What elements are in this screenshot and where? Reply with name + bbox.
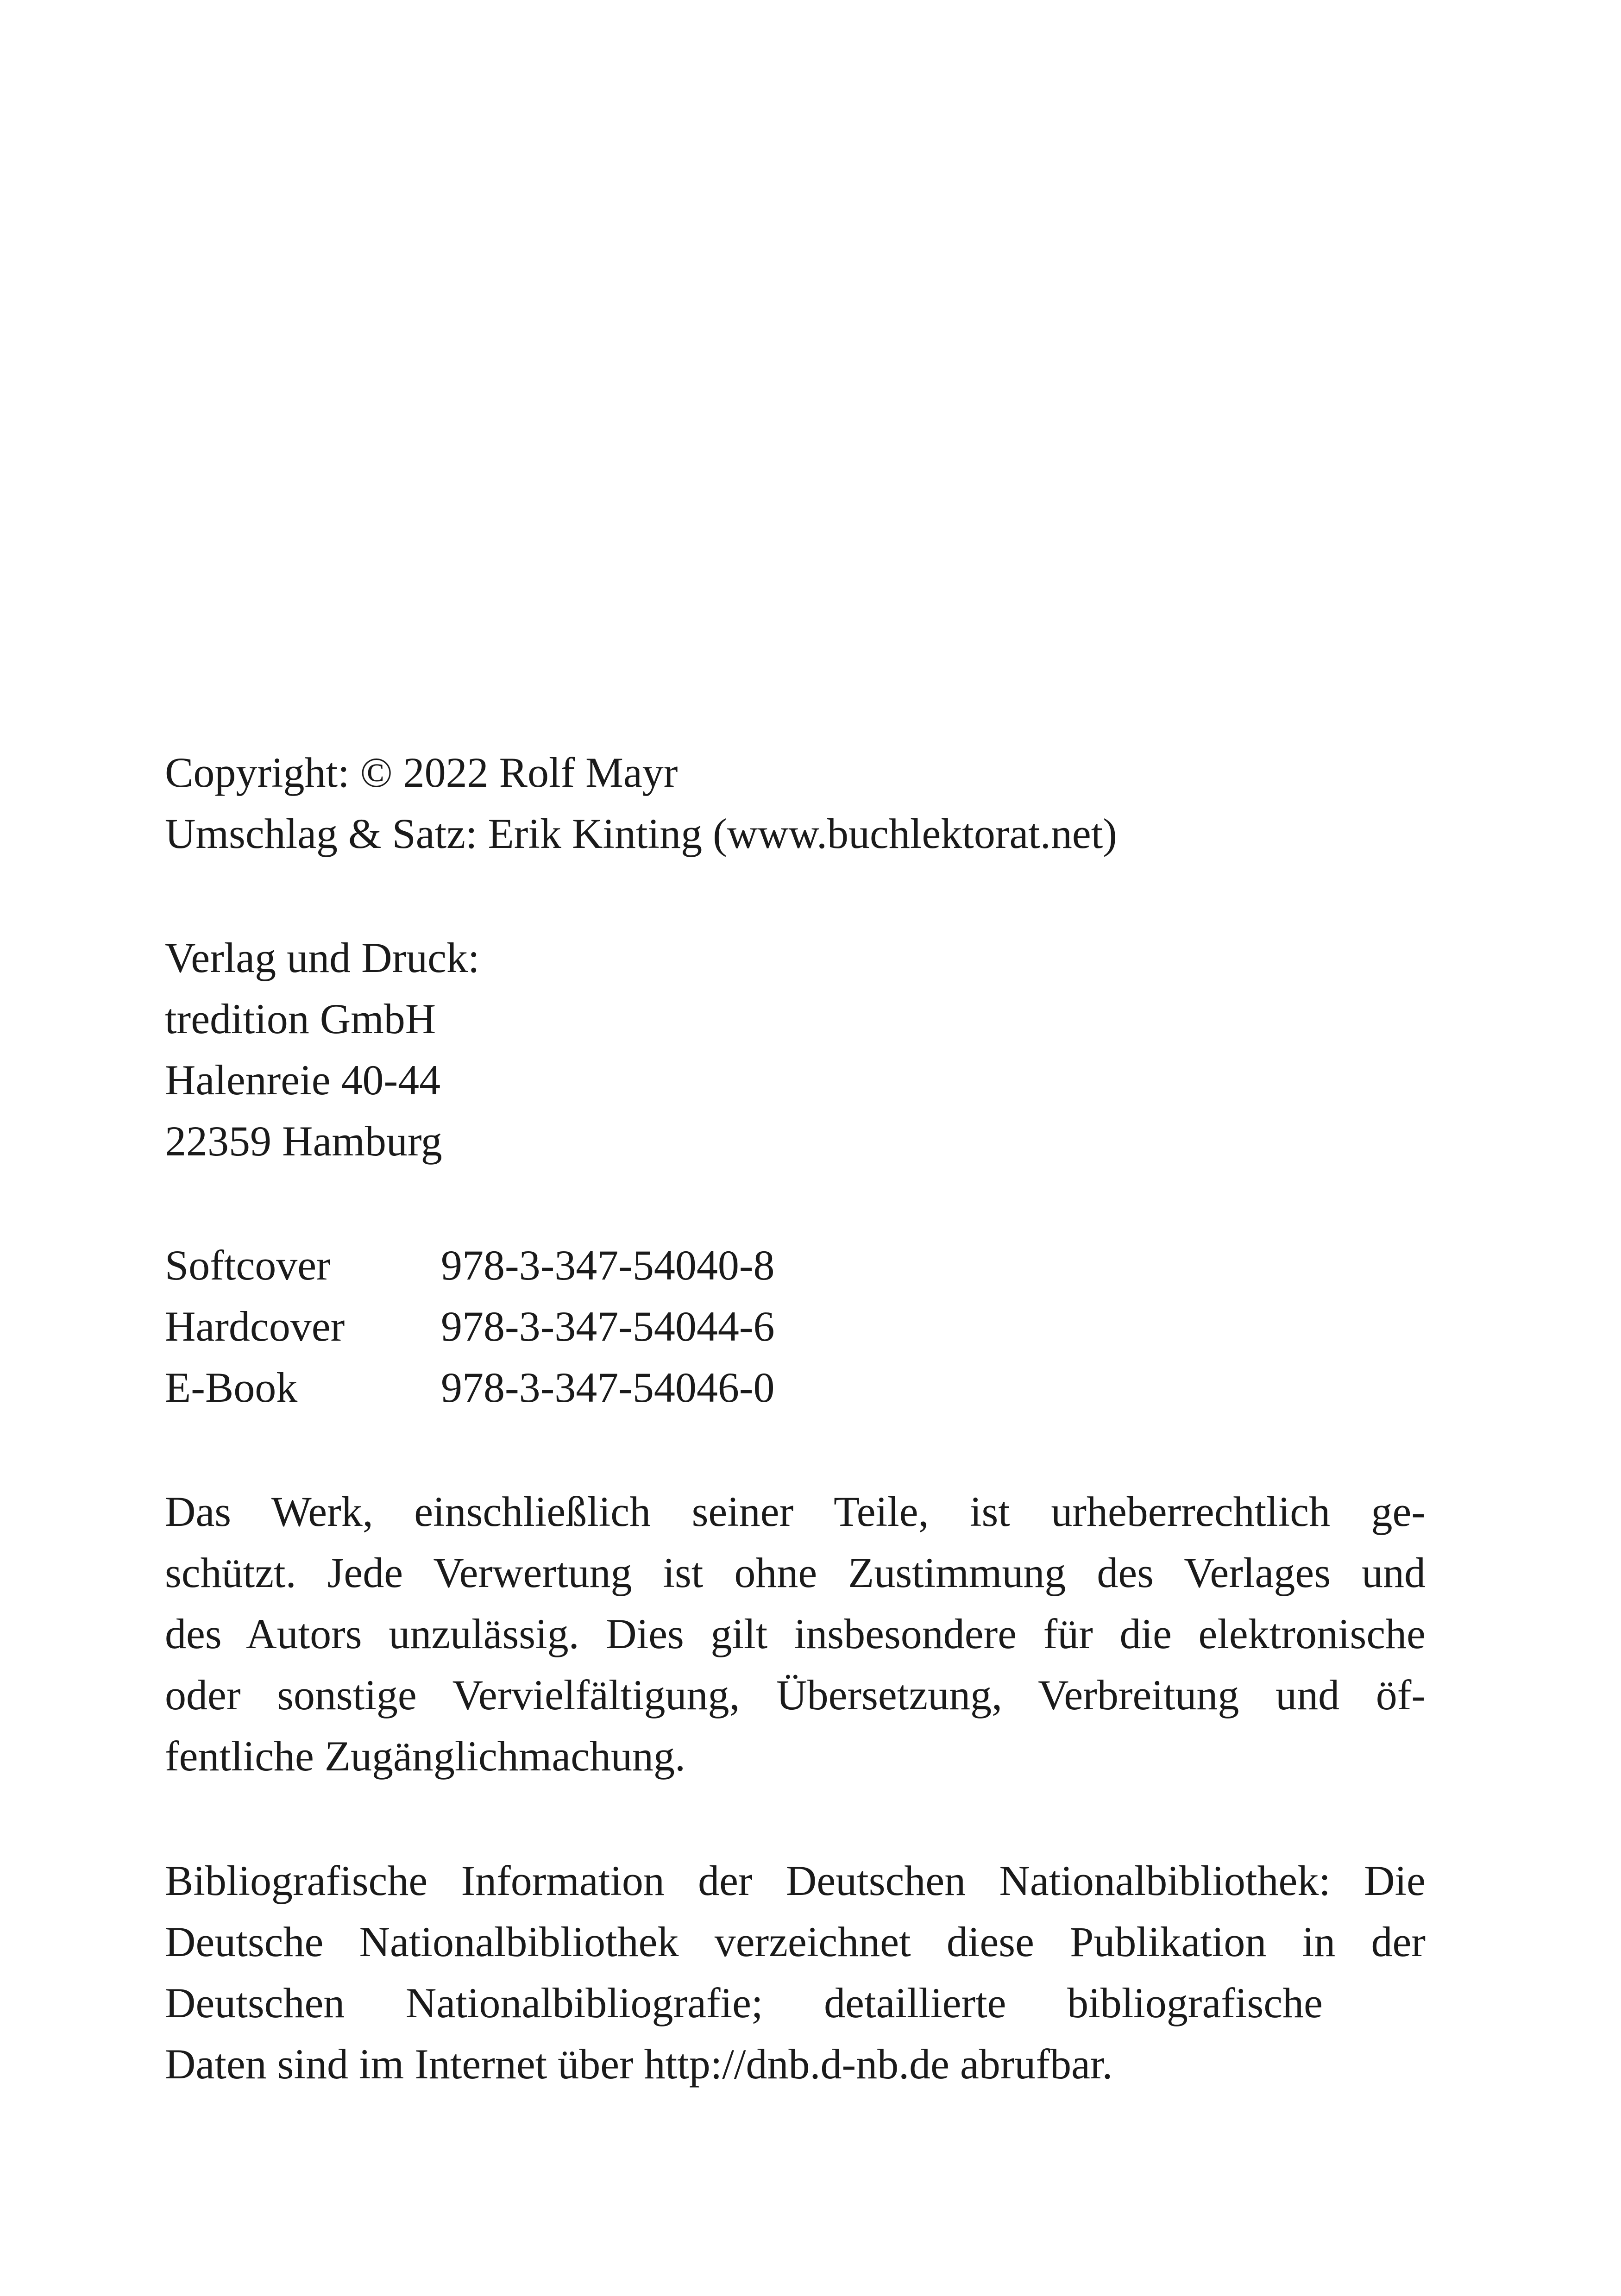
isbn-row-softcover: [165, 1235, 775, 1296]
isbn-row-hardcover: [165, 1296, 775, 1357]
imprint-credits: [165, 742, 1117, 864]
publisher-name: tredition GmbH: [165, 995, 436, 1042]
copyright-notice-line: fentliche Zugänglichmachung.: [165, 1732, 686, 1780]
copyright-notice-line: Das Werk, einschließlich seiner Teile, ist urheberrechtlich ge-: [165, 1488, 1426, 1535]
isbn-format: Hardcover: [165, 1303, 345, 1350]
isbn-number: 978-3-347-54046-0: [441, 1364, 775, 1411]
isbn-number: 978-3-347-54040-8: [441, 1242, 775, 1289]
isbn-number: 978-3-347-54044-6: [441, 1303, 775, 1350]
copyright-notice: [165, 1481, 1426, 1787]
cover-typesetting-line: Umschlag & Satz: Erik Kinting (www.buchlektorat.net): [165, 810, 1117, 857]
isbn-list: [165, 1235, 775, 1418]
isbn-row-ebook: [165, 1357, 775, 1418]
bibliographic-notice: [165, 1850, 1426, 2095]
copyright-notice-line: oder sonstige Vervielfältigung, Übersetzung, Verbreitung und öf-: [165, 1671, 1426, 1719]
copyright-notice-line: des Autors unzulässig. Dies gilt insbesondere für die elektronische: [165, 1610, 1426, 1657]
isbn-format: E-Book: [165, 1364, 298, 1411]
publisher-address: [165, 927, 480, 1172]
publisher-heading: Verlag und Druck:: [165, 934, 480, 981]
bibliographic-notice-line: Bibliografische Information der Deutschen Nationalbibliothek: Die: [165, 1857, 1426, 1904]
bibliographic-notice-line: Daten sind im Internet über http://dnb.d-nb.de abrufbar.: [165, 2040, 1113, 2088]
bibliographic-notice-line: Deutschen Nationalbibliografie; detaillierte bibliografische: [165, 1979, 1323, 2026]
publisher-street: Halenreie 40-44: [165, 1056, 441, 1104]
isbn-format: Softcover: [165, 1242, 331, 1289]
bibliographic-notice-line: Deutsche Nationalbibliothek verzeichnet diese Publikation in der: [165, 1918, 1426, 1965]
copyright-line: Copyright: © 2022 Rolf Mayr: [165, 749, 678, 796]
copyright-notice-line: schützt. Jede Verwertung ist ohne Zustimmung des Verlages und: [165, 1549, 1426, 1596]
publisher-city: 22359 Hamburg: [165, 1117, 442, 1165]
